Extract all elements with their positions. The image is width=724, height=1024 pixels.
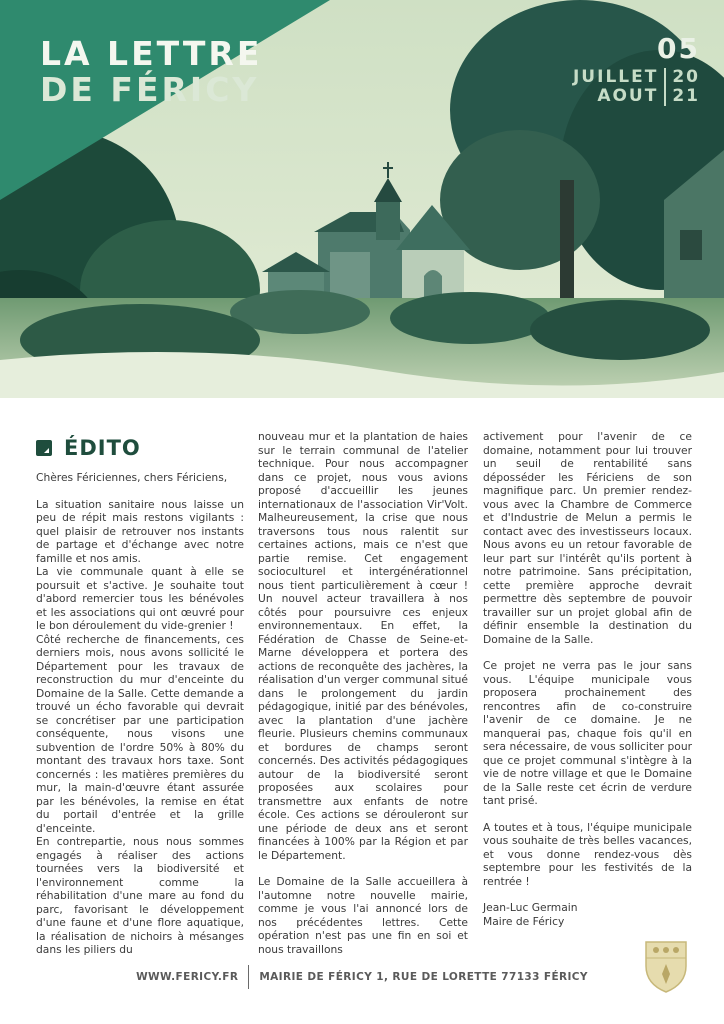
issue-info: [573, 34, 700, 106]
signature-title: Maire de Féricy: [483, 914, 565, 928]
title-line-1: LA LETTRE: [40, 34, 263, 73]
issue-date: [573, 68, 700, 106]
paragraph: activement pour l'avenir de ce domaine, notamment pour lui trouver un seuil de rentabilité sans déposséder les Fériciens de son magnifique parc. Un premier rendez-vous avec la Chambre de Commerce et d'Industrie de Melun a permis le contact avec des investisseurs locaux. Nous avons eu un retour favorable de leur part sur l'intérêt qu'ils portent à notre patrimoine. Sans précipitation, cette première approche devrait permettre dès septembre de pouvoir travailler sur un projet global afin de définir ensemble la destination du Domaine de la Salle.: [483, 430, 692, 646]
newsletter-title: [40, 36, 262, 108]
footer-divider: [248, 965, 249, 989]
signature-name: Jean-Luc Germain: [483, 901, 578, 914]
edito-heading: [36, 436, 141, 460]
website-link[interactable]: WWW.FERICY.FR: [136, 971, 239, 983]
paragraph: En contrepartie, nous nous sommes engagés à réaliser des actions tournées vers la biodiversité et l'environnement comme la réhabilitation d'une mare au fond du parc, favorisant le développement d'une faune et d'une flore aquatique, la réalisation de nichoirs à mésanges dans les piliers du: [36, 835, 244, 956]
paragraph: A toutes et à tous, l'équipe municipale vous souhaite de très belles vacances, et vous donne rendez-vous dès septembre pour les festivités de la rentrée !: [483, 820, 692, 888]
hero-banner: [0, 0, 724, 398]
paragraph: La situation sanitaire nous laisse un peu de répit mais restons vigilants : quel plaisir de retrouver nos instants de partage et d'échange avec notre famille et nos amis.: [36, 497, 244, 565]
issue-month-1: JUILLET: [572, 67, 659, 87]
edito-title: ÉDITO: [64, 436, 141, 460]
paragraph: nouveau mur et la plantation de haies sur le terrain communal de l'atelier technique. Pour nous accompagner dans ce projet, nous vous avions proposé d'accueillir les jeunes internationaux de l'association Vir'Volt. Malheureusement, la crise que nous traversons tous nous ralentit sur certaines actions, mais ce n'est que partie remise. Cet engagement socioculturel et intergénérationnel nous tient particulièrement à cœur ! Un nouvel acteur travaillera à nos côtés pour poursuivre ces enjeux environnementaux. En effet, la Fédération de Chasse de Seine-et-Marne développera et portera des actions de reconquête des jachères, la réalisation d'un verger communal situé dans le prolongement du jardin pédagogique, initié par des bénévoles, avec la plantation d'une jachère fleurie. Plusieurs chemins communaux et bordures de champs seront concernés. Des activités pédagogiques autour de la biodiversité seront proposées aux scolaires pour transmettre aux enfants de notre école. Ces actions se dérouleront sur une période de deux ans et seront financées à 100% par la Région et par le Département.: [258, 430, 468, 862]
title-line-2: DE FÉRICY: [40, 70, 260, 109]
article-column-2: [258, 430, 468, 956]
town-hall-address: MAIRIE DE FÉRICY 1, RUE DE LORETTE 77133 FÉRICY: [259, 971, 588, 983]
issue-year-1: 20: [672, 67, 700, 87]
paragraph: Le Domaine de la Salle accueillera à l'automne notre nouvelle mairie, comme je vous l'ai annoncé lors de nos précédentes lettres. Cette opération n'est pas une fin en soi et nous travaillons: [258, 875, 468, 956]
greeting: Chères Fériciennes, chers Fériciens,: [36, 471, 228, 484]
issue-number: 05: [657, 32, 700, 65]
issue-month-2: AOUT: [597, 86, 659, 106]
footer: [0, 962, 724, 992]
paragraph: Ce projet ne verra pas le jour sans vous. L'équipe municipale vous proposera prochainement des rencontres afin de co-construire l'avenir de ce domaine. Je ne manquerai pas, chaque fois qu'il en sera nécessaire, de vous solliciter pour que ce projet communal s'intègre à la vie de notre village et que le Domaine de la Salle reste cet écrin de verdure tant prisé.: [483, 659, 692, 807]
paragraph: Côté recherche de financements, ces derniers mois, nous avons sollicité le Département pour les travaux de reconstruction du mur d'enceinte du Domaine de la Salle. Cette demande a trouvé un écho favorable qui devrait se concrétiser par une participation conséquente, nous visons une subvention de l'ordre 50% à 80% du montant des travaux hors taxe. Sont concernés : les matières premières du mur, la main-d'œuvre étant assurée par les bénévoles, la remise en état du portail d'entrée et la grille d'enceinte.: [36, 632, 244, 835]
issue-year: [666, 68, 700, 106]
issue-months: [573, 68, 666, 106]
edito-corner-icon: [36, 440, 52, 456]
article-column-1: [36, 471, 244, 957]
paragraph: La vie communale quant à elle se poursuit et s'active. Je souhaite tout d'abord remercier tous les bénévoles et les associations qui ont œuvré pour le bon déroulement du vide-grenier !: [36, 565, 244, 632]
coat-of-arms-icon: [642, 938, 690, 994]
issue-year-2: 21: [672, 86, 700, 106]
article-column-3: [483, 430, 692, 928]
